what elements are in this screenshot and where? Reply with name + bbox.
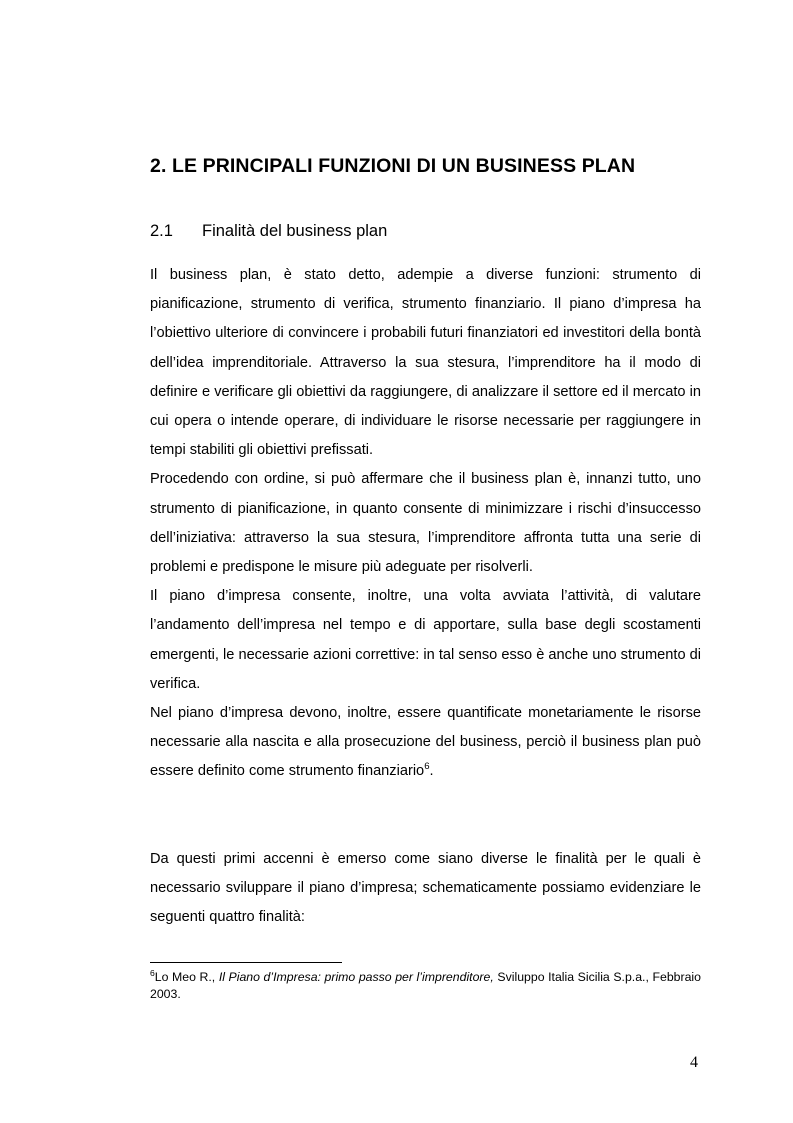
footnote-title: Il Piano d’Impresa: primo passo per l’imprenditore, — [218, 970, 494, 984]
footnote-publisher: Sviluppo Italia Sicilia S.p.a., — [497, 970, 649, 984]
paragraph-2: Procedendo con ordine, si può affermare che il business plan è, innanzi tutto, uno strumento di pianificazione, in quanto consente di minimizzare i rischi d’insuccesso dell’iniziativa: attraverso la sua stesura, l’imprenditore affronta tutta una serie di problemi e predispone le misure più adeguate per risolverli. — [150, 471, 701, 576]
paragraph-1: Il business plan, è stato detto, adempie a diverse funzioni: strumento di pianificazione, strumento di verifica, strumento finanziario. Il piano d’impresa ha l’obiettivo ulteriore di convincere i probabili futuri finanziatori ed investitori della bontà dell’idea imprenditoriale. Attraverso la sua stesura, l’imprenditore ha il modo di definire e verificare gli obiettivi da raggiungere, di analizzare il settore ed il mercato in cui opera o intende operare, di individuare le risorse necessarie per raggiungere in tempi stabiliti gli obiettivi prefissati. — [150, 267, 701, 459]
paragraph-5: Da questi primi accenni è emerso come siano diverse le finalità per le quali è necessario sviluppare il piano d’impresa; schematicamente possiamo evidenziare le seguenti quattro finalità: — [150, 851, 701, 926]
footnote-author: Lo Meo R., — [154, 970, 216, 984]
footnote-marker: 6 — [150, 967, 155, 978]
footnote-text — [150, 969, 701, 1002]
footnote-date: Febbraio 2003. — [150, 970, 702, 1001]
footnote-area — [150, 962, 701, 1002]
paragraph-4-tail: . — [429, 763, 434, 780]
paragraph-3: Il piano d’impresa consente, inoltre, una volta avviata l’attività, di valutare l’andamento dell’impresa nel tempo e di apportare, sulla base degli scostamenti emergenti, le necessarie azioni correttive: in tal senso esso è anche uno strumento di verifica. — [150, 588, 701, 692]
chapter-title: 2. LE PRINCIPALI FUNZIONI DI UN BUSINESS PLAN — [150, 155, 636, 178]
footnote-reference-marker[interactable]: 6 — [424, 761, 430, 773]
body-text — [150, 261, 701, 933]
page-number: 4 — [690, 1054, 698, 1071]
paragraph-spacer — [150, 787, 701, 845]
section-title: Finalità del business plan — [202, 221, 388, 240]
paragraph-4-text: Nel piano d’impresa devono, inoltre, essere quantificate monetariamente le risorse necessarie alla nascita e alla prosecuzione del business, perciò il business plan può essere definito come strumento finanziario — [150, 705, 701, 780]
footnote-separator-rule — [150, 962, 342, 963]
paragraph-4 — [150, 699, 701, 787]
section-heading — [150, 219, 701, 243]
section-number: 2.1 — [150, 221, 173, 240]
